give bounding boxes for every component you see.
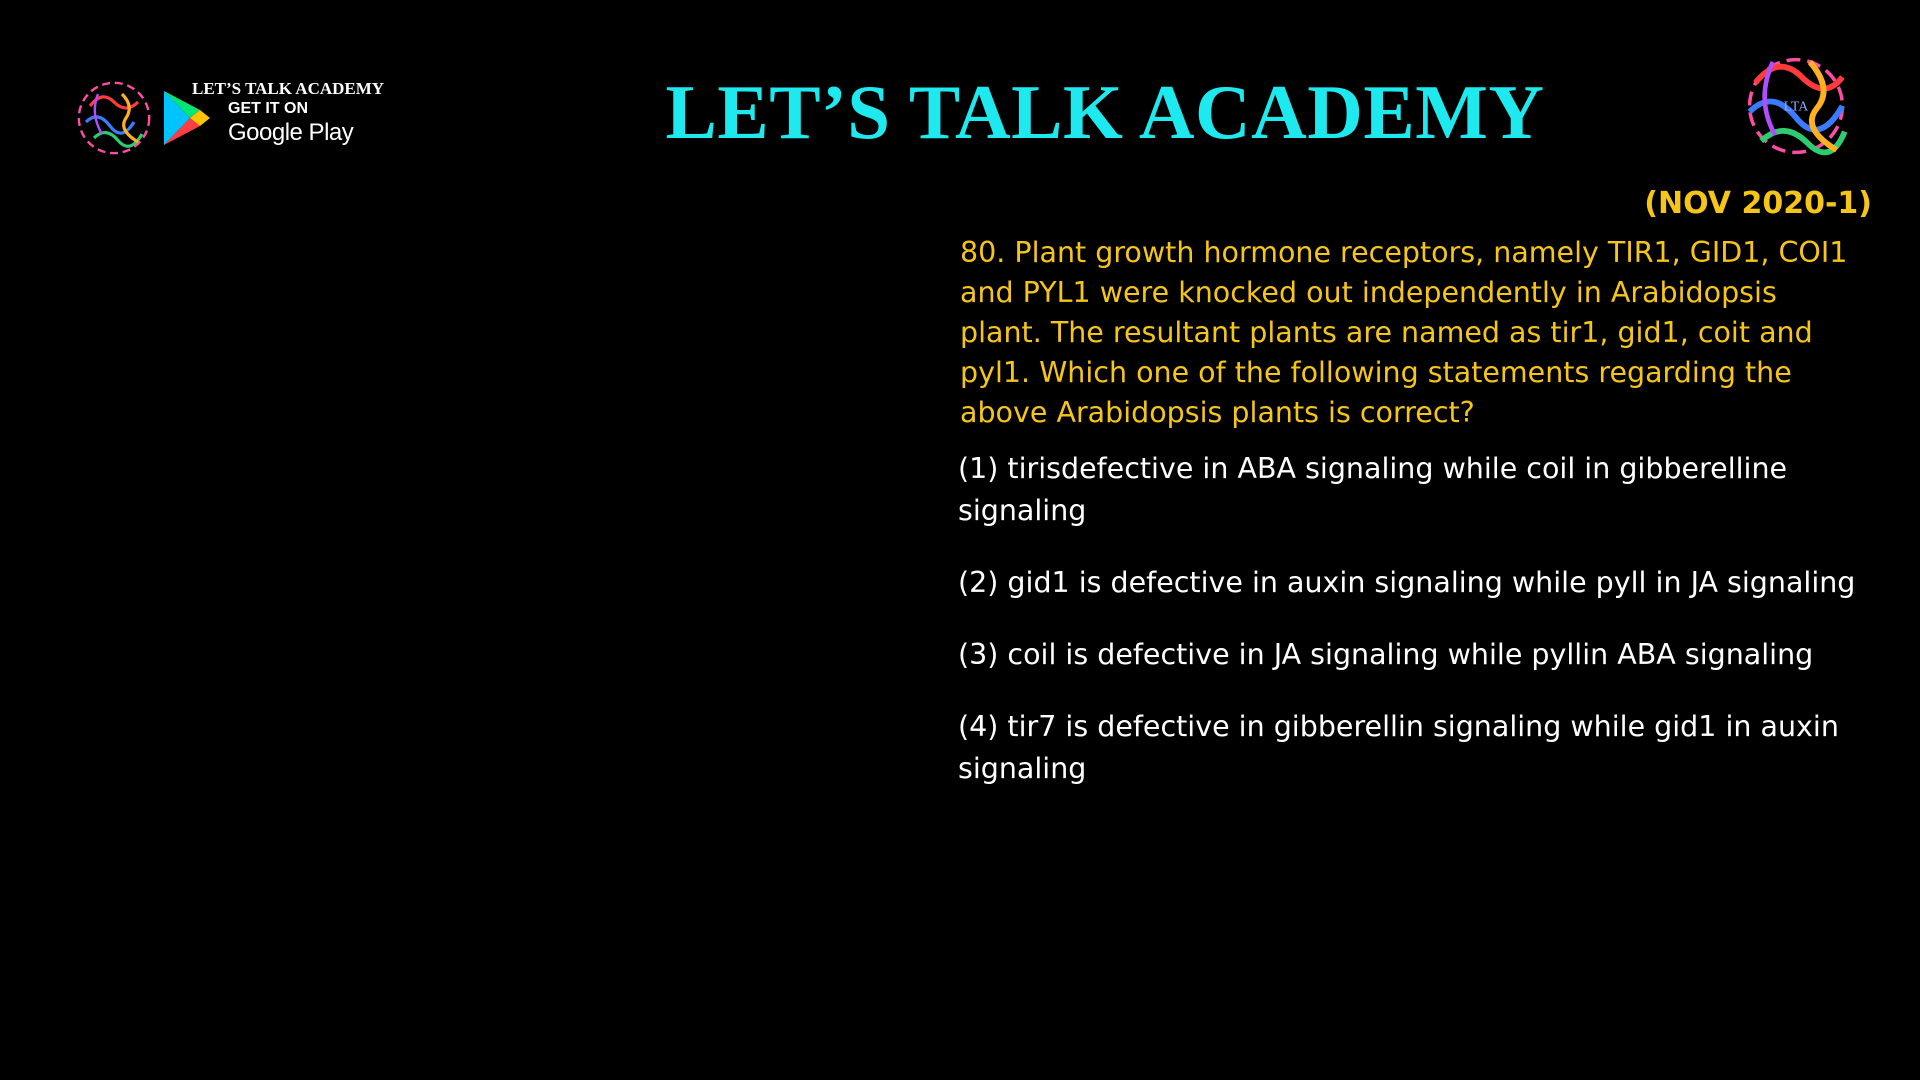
badge-brand-label: LET’S TALK ACADEMY xyxy=(192,79,385,98)
badge-get-it-on: GET IT ON xyxy=(228,100,308,117)
badge-store-name: Google Play xyxy=(228,119,354,146)
options-list xyxy=(958,448,1888,820)
option-4: (4) tir7 is defective in gibberellin signaling while gid1 in auxin signaling xyxy=(958,710,1839,785)
google-play-badge[interactable] xyxy=(74,76,414,160)
academy-logo-icon xyxy=(1738,48,1854,164)
option-3: (3) coil is defective in JA signaling while pyllin ABA signaling xyxy=(958,638,1814,671)
option-1: (1) tirisdefective in ABA signaling while coil in gibberelline signaling xyxy=(958,452,1788,527)
question-text: 80. Plant growth hormone receptors, namely TIR1, GID1, COI1 and PYL1 were knocked out independently in Arabidopsis plant. The resultant plants are named as tir1, gid1, coit and pyl1. Which one of the following statements regarding the above Arabidopsis plants is correct? xyxy=(960,236,1848,429)
option-2: (2) gid1 is defective in auxin signaling while pyll in JA signaling xyxy=(958,566,1856,599)
logo-initials: LTA xyxy=(1783,99,1809,115)
exam-tag: (NOV 2020-1) xyxy=(1644,186,1872,221)
google-play-icon xyxy=(160,88,212,148)
academy-logo-icon xyxy=(74,78,154,158)
page-title: LET’S TALK ACADEMY xyxy=(665,69,1545,155)
